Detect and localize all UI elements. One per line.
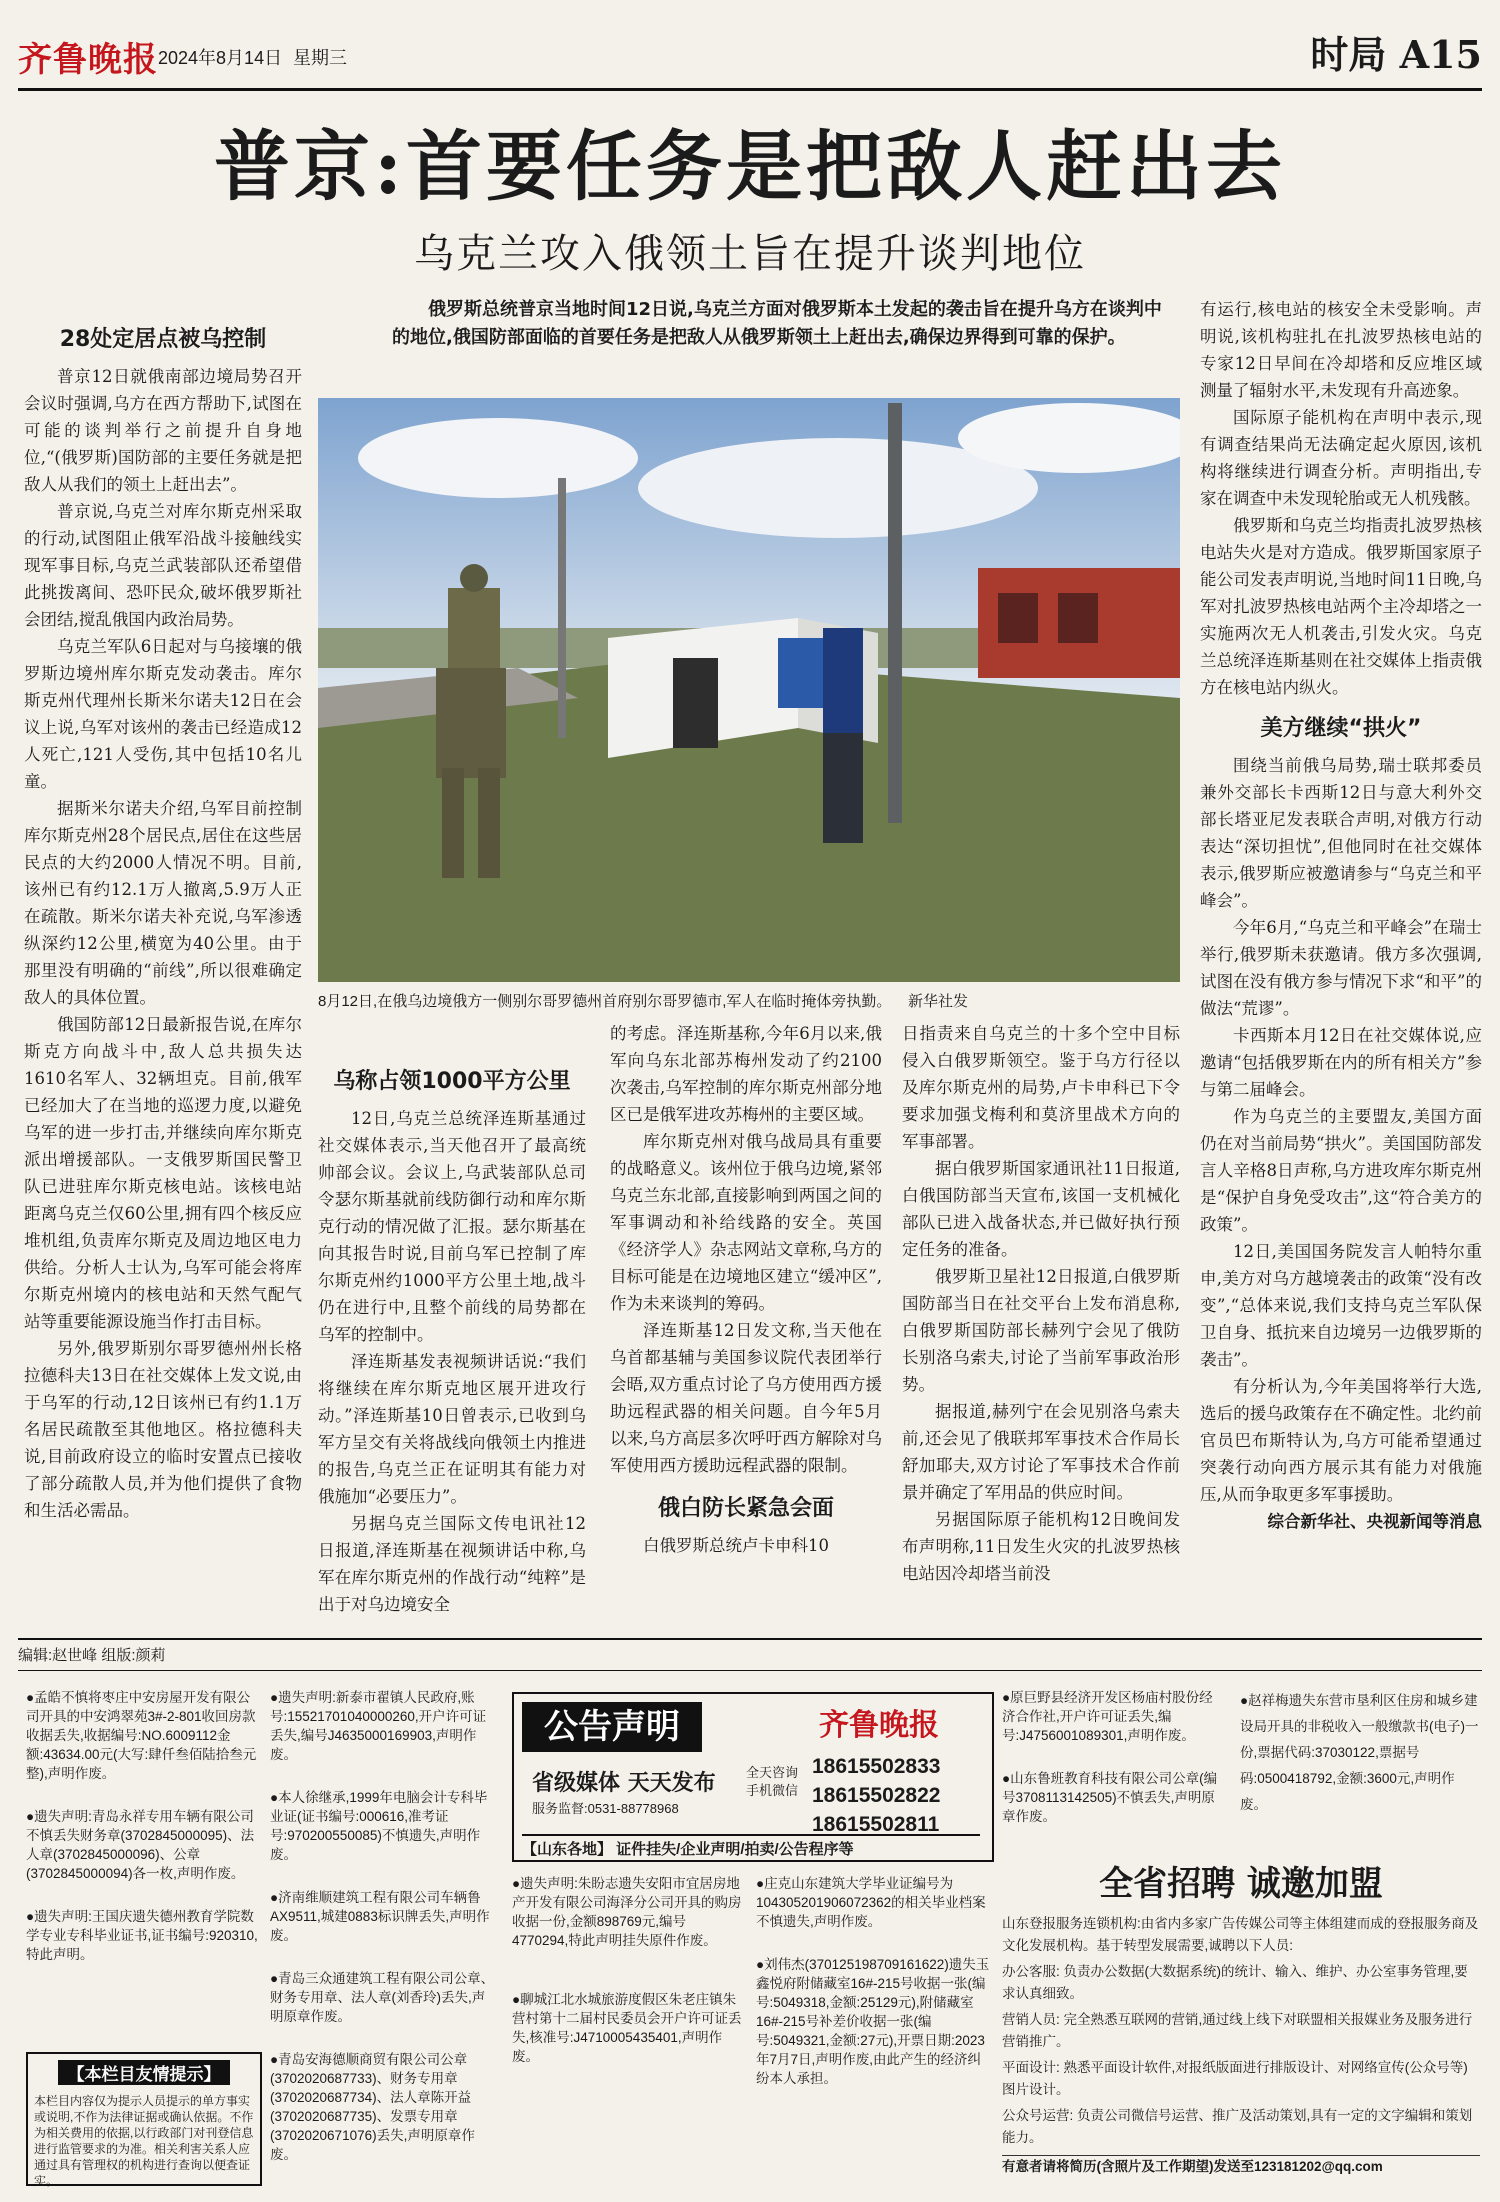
notice-item: ●原巨野县经济开发区杨庙村股份经济合作社,开户许可证丢失,编号:J4756001089301,声明作废。 — [1002, 1690, 1213, 1743]
notice-item: ●遗失声明:新泰市翟镇人民政府,账号:15521701040000260,开户许可证丢失,编号J4635000169903,声明作废。 — [270, 1690, 487, 1762]
recruit-item: 营销人员: 完全熟悉互联网的营销,通过线上线下对联盟相关报媒业务及服务进行营销推广。 — [1002, 2012, 1473, 2049]
column-2 — [318, 1062, 586, 1618]
phone-number[interactable]: 18615502822 — [812, 1784, 941, 1807]
ad-column-4 — [756, 1874, 990, 2112]
notice-item: ●遗失声明:青岛永祥专用车辆有限公司不慎丢失财务章(3702845000095)、法人章(3702845000096)、公章(3702845000094)各一枚,声明作废。 — [26, 1809, 255, 1881]
paragraph: 国际原子能机构在声明中表示,现有调查结果尚无法确定起火原因,该机构将继续进行调查分析。声明指出,专家在调查中未发现轮胎或无人机残骸。 — [1200, 408, 1482, 508]
paragraph: 12日,美国国务院发言人帕特尔重申,美方对乌方越境袭击的政策“没有改变”,“总体来说,我们支持乌克兰军队保卫自身、抵抗来自边境另一边俄罗斯的袭击”。 — [1200, 1242, 1482, 1369]
paragraph: 作为乌克兰的主要盟友,美国方面仍在对当前局势“拱火”。美国国防部发言人辛格8日声称,乌方进攻库尔斯克州是“保护自身免受攻击”,这“符合美方的政策”。 — [1200, 1107, 1482, 1234]
paragraph: 另据国际原子能机构12日晚间发布声明称,11日发生火灾的扎波罗热核电站因冷却塔当前没 — [902, 1510, 1180, 1583]
paragraph: 有分析认为,今年美国将举行大选,选后的援乌政策存在不确定性。北约前官员巴布斯特认为,乌方可能希望通过突袭行动向西方展示其有能力对俄施压,从而争取更多军事援助。 — [1200, 1377, 1482, 1504]
notice-item: ●聊城江北水城旅游度假区朱老庄镇朱营村第十二届村民委员会开户许可证丢失,核准号:J4710005435401,声明作废。 — [512, 1992, 742, 2064]
announcement-title: 公告声明 — [522, 1702, 702, 1752]
notice-item: ●山东鲁班教育科技有限公司公章(编号3708113142505)不慎丢失,声明原章作废。 — [1002, 1771, 1218, 1824]
subtitle-1000-sqkm: 乌称占领1000平方公里 — [333, 1069, 571, 1094]
paragraph: 泽连斯基发表视频讲话说:“我们将继续在库尔斯克地区展开进攻行动。”泽连斯基10日曾表示,已收到乌军方呈交有关将战线向俄领土内推进的报告,乌克兰正在证明其有能力对俄施加“必要压力”。 — [318, 1352, 586, 1506]
headline: 普京:首要任务是把敌人赶出去 — [213, 122, 1287, 211]
ad-column-3 — [512, 1874, 742, 2090]
paragraph: 日指责来自乌克兰的十多个空中目标侵入白俄罗斯领空。鉴于乌方行径以及库尔斯克州的局势,卢卡申科已下令要求加强戈梅利和莫济里战术方向的军事部署。 — [902, 1024, 1180, 1151]
caption-credit: 新华社发 — [908, 993, 969, 1010]
recruit-footer: 有意者请将简历(含照片及工作期望)发送至123181202@qq.com — [1002, 2155, 1480, 2178]
recruit-item: 平面设计: 熟悉平面设计软件,对报纸版面进行排版设计、对网络宣传(公众号等)图片设计。 — [1002, 2060, 1468, 2097]
column-5 — [1200, 296, 1482, 1535]
paragraph: 普京说,乌克兰对库尔斯克州采取的行动,试图阻止俄军沿战斗接触线实现军事目标,乌克兰武装部队还希望借此挑拨离间、恐吓民众,破坏俄罗斯社会团结,搅乱俄国内政治局势。 — [24, 502, 302, 629]
paragraph: 12日,乌克兰总统泽连斯基通过社交媒体表示,当天他召开了最高统帅部会议。会议上,乌武装部队总司令瑟尔斯基就前线防御行动和库尔斯克行动的情况做了汇报。瑟尔斯基在向其报告时说,目前乌军已控制了库尔斯克州约1000平方公里土地,战斗仍在进行中,且整个前线的局势都在乌军的控制中。 — [318, 1109, 586, 1344]
paragraph: 另外,俄罗斯别尔哥罗德州州长格拉德科夫13日在社交媒体上发文说,由于乌军的行动,12日该州已有约1.1万名居民疏散至其他地区。格拉德科夫说,目前政府设立的临时安置点已接收了部分疏散人员,并为他们提供了食物和生活必需品。 — [24, 1339, 302, 1520]
recruit-intro: 山东登报服务连锁机构:由省内多家广告传媒公司等主体组建而成的登报服务商及文化发展机构。基于转型发展需要,诚聘以下人员: — [1002, 1916, 1479, 1953]
column-4 — [902, 1020, 1180, 1587]
notice-item: ●孟皓不慎将枣庄中安房屋开发有限公司开具的中安鸿翠苑3#-2-801收回房款收据丢失,收据编号:NO.6009112金额:43634.00元(大写:肆仟叁佰陆拾叁元整),声明作废。 — [26, 1690, 257, 1781]
photo-illustration — [318, 398, 1180, 982]
column-1 — [24, 320, 302, 1524]
tips-title: 【本栏目友情提示】 — [58, 2060, 230, 2085]
subtitle-28-settlements: 28处定居点被乌控制 — [59, 327, 267, 352]
notice-item: ●青岛安海德顺商贸有限公司公章(3702020687733)、财务专用章(3702020687734)、法人章陈开益(3702020687735)、发票专用章(3702020671076)丢失,声明原章作废。 — [270, 2052, 475, 2162]
paragraph: 有运行,核电站的核安全未受影响。声明说,该机构驻扎在扎波罗热核电站的专家12日早间在冷却塔和反应堆区域测量了辐射水平,未发现有升高迹象。 — [1200, 300, 1482, 400]
notice-item: ●赵祥梅遗失东营市垦利区住房和城乡建设局开具的非税收入一般缴款书(电子)一份,票据代码:37030122,票据号码:0500418792,金额:3600元,声明作废。 — [1240, 1693, 1479, 1812]
notice-item: ●遗失声明:朱盼志遗失安阳市宜居房地产开发有限公司海泽分公司开具的购房收据一份,金额898769元,编号4770294,特此声明挂失原件作废。 — [512, 1876, 742, 1948]
paragraph: 普京12日就俄南部边境局势召开会议时强调,乌方在西方帮助下,试图在可能的谈判举行之前提升自身地位,“(俄罗斯)国防部的主要任务就是把敌人从我们的领土上赶出去”。 — [24, 367, 302, 494]
lead-paragraph: 俄罗斯总统普京当地时间12日说,乌克兰方面对俄罗斯本土发起的袭击旨在提升乌方在谈判中的地位,俄国防部面临的首要任务是把敌人从俄罗斯领土上赶出去,确保边界得到可靠的保护。 — [392, 299, 1162, 348]
editors-line: 编辑:赵世峰 组版:颜莉 — [18, 1638, 1482, 1671]
news-photo — [318, 398, 1180, 982]
paragraph: 围绕当前俄乌局势,瑞士联邦委员兼外交部长卡西斯12日与意大利外交部长塔亚尼发表联合声明,对俄方行动表达“深切担忧”,但他同时在社交媒体表示,俄罗斯应被邀请参与“乌克兰和平峰会”。 — [1200, 756, 1482, 910]
paragraph: 据白俄罗斯国家通讯社11日报道,白俄国防部当天宣布,该国一支机械化部队已进入战备状态,并已做好执行预定任务的准备。 — [902, 1159, 1180, 1259]
paragraph: 今年6月,“乌克兰和平峰会”在瑞士举行,俄罗斯未获邀请。俄方多次强调,试图在没有俄方参与情况下求“和平”的做法“荒谬”。 — [1200, 918, 1482, 1018]
notice-item: ●庄克山东建筑大学毕业证编号为104305201906072362的相关毕业档案不慎遗失,声明作废。 — [756, 1876, 986, 1929]
announcement-footer: 【山东各地】 证件挂失/企业声明/拍卖/公告程序等 — [522, 1834, 980, 1859]
service-hotline: 服务监督:0531-88778968 — [532, 1801, 679, 1816]
column-3 — [610, 1020, 882, 1559]
phone-number[interactable]: 18615502833 — [812, 1755, 941, 1778]
phone-number[interactable]: 18615502811 — [812, 1813, 940, 1836]
announcement-logo: 齐鲁晚报 — [819, 1708, 939, 1743]
subtitle-defense-ministers: 俄白防长紧急会面 — [657, 1496, 834, 1521]
paragraph: 据斯米尔诺夫介绍,乌军目前控制库尔斯克州28个居民点,居住在这些居民点的大约2000人情况不明。目前,该州已有约12.1万人撤离,5.9万人正在疏散。斯米尔诺夫补充说,乌军渗透纵深约12公里,横宽为40公里。由于那里没有明确的“前线”,所以很难确定敌人的具体位置。 — [24, 799, 302, 1007]
paragraph: 俄罗斯卫星社12日报道,白俄罗斯国防部当日在社交平台上发布消息称,白俄罗斯国防部长赫列宁会见了俄防长别洛乌索夫,讨论了当前军事政治形势。 — [902, 1267, 1180, 1394]
subheadline: 乌克兰攻入俄领土旨在提升谈判地位 — [414, 231, 1086, 277]
paragraph: 乌克兰军队6日起对与乌接壤的俄罗斯边境州库尔斯克发动袭击。库尔斯克州代理州长斯米尔诺夫12日在会议上说,乌军对该州的袭击已经造成12人死亡,121人受伤,其中包括10名儿童。 — [24, 637, 302, 791]
paragraph: 俄罗斯和乌克兰均指责扎波罗热核电站失火是对方造成。俄罗斯国家原子能公司发表声明说,当地时间11日晚,乌军对扎波罗热核电站两个主冷却塔之一实施两次无人机袭击,引发火灾。乌克兰总统泽连斯基则在社交媒体上指责俄方在核电站内纵火。 — [1200, 516, 1482, 697]
recruit-item: 办公客服: 负责办公数据(大数据系统)的统计、输入、维护、办公室事务管理,要求认真细致。 — [1002, 1964, 1468, 2001]
paragraph: 白俄罗斯总统卢卡申科10 — [643, 1536, 829, 1555]
paragraph: 卡西斯本月12日在社交媒体说,应邀请“包括俄罗斯在内的所有相关方”参与第二届峰会。 — [1200, 1026, 1482, 1099]
issue-date: 2024年8月14日 — [158, 48, 283, 68]
notice-item: ●刘伟杰(370125198709161622)遗失玉鑫悦府附储藏室16#-215号收据一张(编号:5049318,金额:25129元),附储藏室16#-215号补差价收据一张(编号:5049321,金额:27元),开票日期:2023年7月7日,声明作废,由此产生的经济纠纷本人承担。 — [756, 1957, 990, 2086]
photo-caption — [318, 990, 1180, 1011]
tips-text: 本栏目内容仅为提示人员提示的单方事实或说明,不作为法律证据或确认依据。不作为相关费用的依据,以行政部门对刊登信息进行监管要求的为准。相关利害关系人应通过具有管理权的机构进行查询以便查证实。 — [34, 2094, 254, 2188]
notice-item: ●济南维顺建筑工程有限公司车辆鲁AX9511,城建0883标识牌丢失,声明作废。 — [270, 1890, 490, 1943]
masthead — [18, 18, 1482, 91]
paragraph: 泽连斯基12日发文称,当天他在乌首都基辅与美国参议院代表团举行会晤,双方重点讨论了乌方使用西方援助远程武器的相关问题。自今年5月以来,乌方高层多次呼吁西方解除对乌军使用西方援助远程武器的限制。 — [610, 1321, 882, 1475]
consult-label: 全天咨询 手机微信 — [746, 1765, 799, 1798]
recruitment-ad — [1002, 1856, 1480, 2186]
ad-column-5 — [1002, 1688, 1224, 1850]
subtitle-us-fuel-fire: 美方继续“拱火” — [1260, 716, 1422, 741]
notice-item: ●本人徐继承,1999年电脑会计专科毕业证(证书编号:000616,准考证号:970200550085)不慎遗失,声明作废。 — [270, 1790, 488, 1862]
ad-column-6 — [1240, 1688, 1480, 1842]
section-page: 时局 A15 — [1310, 32, 1482, 77]
announcement-box — [512, 1692, 994, 1862]
paragraph: 的考虑。泽连斯基称,今年6月以来,俄军向乌东北部苏梅州发动了约2100次袭击,乌军控制的库尔斯克州部分地区已是俄军进攻苏梅州的主要区域。 — [610, 1024, 882, 1124]
recruit-body — [1002, 1913, 1480, 2178]
newspaper-logo: 齐鲁晚报 — [18, 40, 158, 80]
source-note: 综合新华社、央视新闻等消息 — [1267, 1512, 1482, 1531]
tips-box — [26, 2052, 262, 2186]
issue-weekday: 星期三 — [293, 48, 347, 68]
recruit-title: 全省招聘 诚邀加盟 — [1099, 1864, 1383, 1904]
notice-item: ●青岛三众通建筑工程有限公司公章、财务专用章、法人章(刘香玲)丢失,声明原章作废。 — [270, 1971, 495, 2024]
recruit-item: 公众号运营: 负责公司微信号运营、推广及活动策划,具有一定的文字编辑和策划能力。 — [1002, 2108, 1473, 2145]
paragraph: 库尔斯克州对俄乌战局具有重要的战略意义。该州位于俄乌边境,紧邻乌克兰东北部,直接影响到两国之间的军事调动和补给线路的安全。英国《经济学人》杂志网站文章称,乌方的目标可能是在边境地区建立“缓冲区”,作为未来谈判的筹码。 — [610, 1132, 882, 1313]
caption-text: 8月12日,在俄乌边境俄方一侧别尔哥罗德州首府别尔哥罗德市,军人在临时掩体旁执勤。 — [318, 993, 892, 1010]
phone-list — [812, 1752, 940, 1839]
ad-column-1 — [26, 1688, 258, 1988]
paragraph: 据报道,赫列宁在会见别洛乌索夫前,还会见了俄联邦军事技术合作局长舒加耶夫,双方讨论了军事技术合作前景并确定了军用品的供应时间。 — [902, 1402, 1180, 1502]
announcement-slogan: 省级媒体 天天发布 — [532, 1771, 716, 1796]
notice-item: ●遗失声明:王国庆遗失德州教育学院数学专业专科毕业证书,证书编号:920310,特此声明。 — [26, 1909, 258, 1962]
ad-column-2 — [270, 1688, 498, 2188]
paragraph: 另据乌克兰国际文传电讯社12日报道,泽连斯基在视频讲话中称,乌军在库尔斯克州的作战行动“纯粹”是出于对乌边境安全 — [318, 1514, 586, 1614]
paragraph: 俄国防部12日最新报告说,在库尔斯克方向战斗中,敌人总共损失达1610名军人、32辆坦克。目前,俄军已经加大了在当地的巡逻力度,以避免乌军的进一步打击,并继续向库尔斯克派出增援部队。一支俄罗斯国民警卫队已进驻库尔斯克核电站。该核电站距离乌克兰仅60公里,拥有四个核反应堆机组,负责库尔斯克及周边地区电力供给。分析人士认为,乌军可能会将库尔斯克州境内的核电站和天然气配气站等重要能源设施当作打击目标。 — [24, 1015, 302, 1331]
